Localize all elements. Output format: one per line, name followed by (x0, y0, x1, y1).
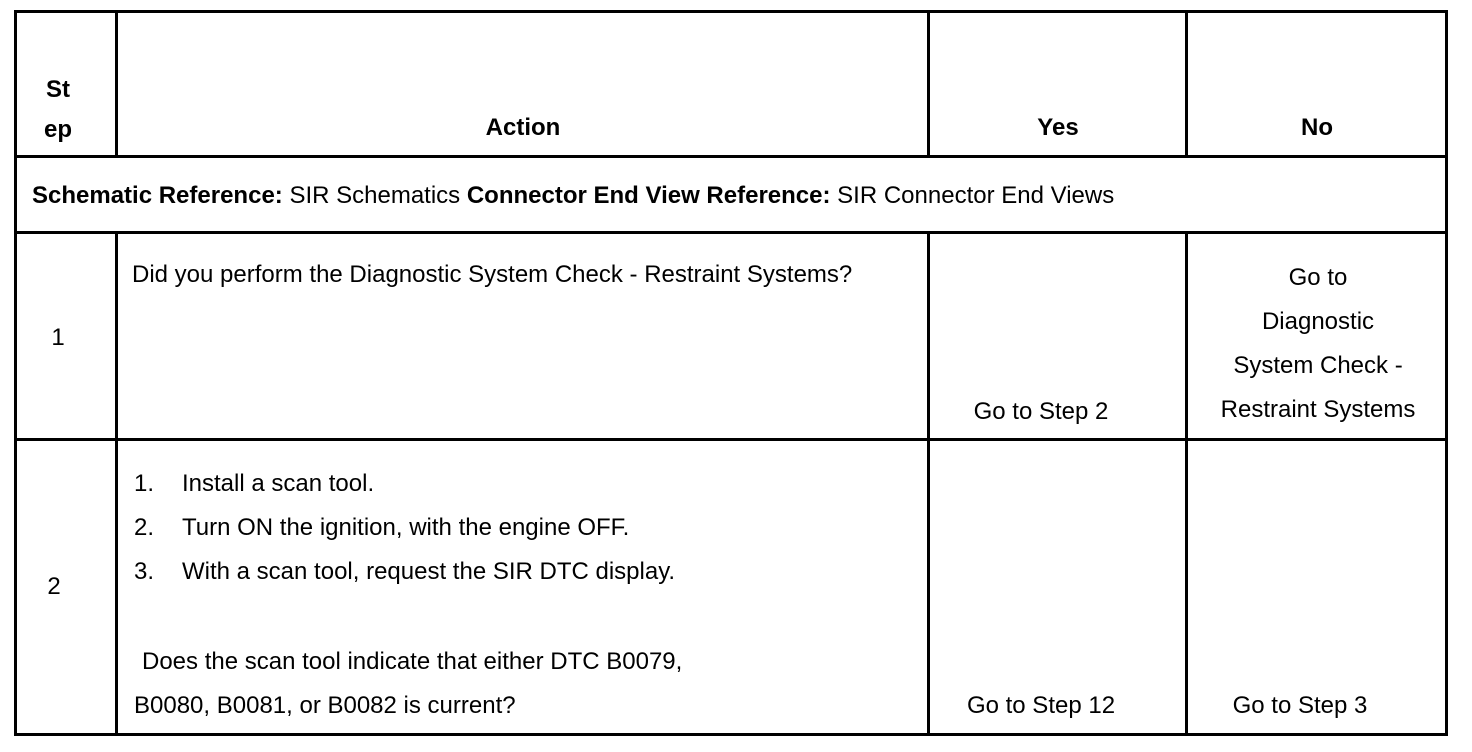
header-divider (14, 155, 1448, 158)
row1-yes-link[interactable]: Go to Step 2 (973, 398, 1109, 425)
column-divider-yes (1185, 231, 1188, 736)
header-step-line1: St (46, 76, 70, 103)
list-item (134, 550, 924, 594)
row1-no-link[interactable] (1198, 256, 1438, 432)
list-item-number: 1. (134, 470, 155, 497)
list-item-text: With a scan tool, request the SIR DTC display. (182, 558, 676, 585)
diagnostic-table (14, 10, 1448, 736)
header-no: No (1301, 114, 1333, 141)
row1-action-text: Did you perform the Diagnostic System Check - Restraint Systems? (132, 261, 853, 288)
reference-row (32, 174, 1432, 218)
row2-no-link[interactable]: Go to Step 3 (1232, 692, 1368, 719)
schematic-reference-label: Schematic Reference: (32, 182, 283, 209)
header-step-line2: ep (43, 116, 72, 143)
list-item-number: 2. (134, 514, 155, 541)
schematic-reference-link[interactable]: SIR Schematics (289, 182, 461, 209)
row2-action-steps (134, 462, 924, 594)
row1-no-line: Restraint Systems (1220, 396, 1416, 423)
row1-divider (14, 438, 1448, 441)
row2-question (134, 640, 924, 728)
column-divider-action (927, 231, 930, 736)
list-item-number: 3. (134, 558, 155, 585)
column-divider-step (115, 231, 118, 736)
row2-question-line1: Does the scan tool indicate that either DTC B0079, (142, 648, 683, 675)
row2-step-number: 2 (47, 573, 61, 600)
table-border-top (14, 10, 1448, 13)
reference-divider (14, 231, 1448, 234)
connector-reference-label: Connector End View Reference: (466, 182, 831, 209)
row2-yes-link[interactable]: Go to Step 12 (966, 692, 1116, 719)
connector-reference-link[interactable]: SIR Connector End Views (837, 182, 1115, 209)
list-item-text: Install a scan tool. (182, 470, 375, 497)
header-action: Action (485, 114, 561, 141)
header-yes: Yes (1037, 114, 1079, 141)
list-item-text: Turn ON the ignition, with the engine OFF. (182, 514, 630, 541)
list-item (134, 506, 924, 550)
row1-no-line: System Check - (1233, 352, 1403, 379)
table-border-left (14, 10, 17, 736)
list-item (134, 462, 924, 506)
header-step (38, 70, 78, 150)
row2-question-line2: B0080, B0081, or B0082 is current? (134, 692, 516, 719)
row1-no-line: Go to (1288, 264, 1348, 291)
row1-step-number: 1 (51, 324, 65, 351)
table-border-bottom (14, 733, 1448, 736)
row1-no-line: Diagnostic (1261, 308, 1375, 335)
